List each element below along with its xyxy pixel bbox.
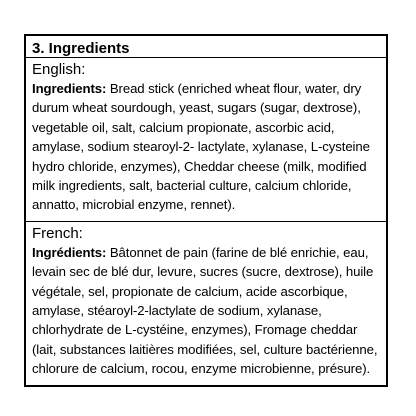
- ingredients-table: [24, 34, 388, 387]
- english-section: [26, 58, 386, 221]
- english-ingredients-text: Bread stick (enriched wheat flour, water, dry durum wheat sourdough, yeast, sugars (sugar, dextrose), vegetable oil, salt, calcium propionate, ascorbic acid, amylase, sodium stearoyl-2- lactylate, xylanase, L-cysteine hydro chloride, enzymes), Cheddar cheese (milk, modified milk ingredients, salt, bacterial culture, calcium chloride, annatto, microbial enzyme, rennet).: [32, 81, 370, 213]
- section-heading: 3. Ingredients: [26, 36, 386, 58]
- french-section: [26, 221, 386, 385]
- french-ingredients-lead: Ingrédients:: [32, 244, 107, 260]
- english-title: English:: [32, 61, 86, 78]
- french-ingredients-text: Bâtonnet de pain (farine de blé enrichie, eau, levain sec de blé dur, levure, sucres (sucre, dextrose), huile végétale, sel, propionate de calcium, acide ascorbique, amylase, stéaroyl-2-lactylate de sodium, xylanase, chlorhydrate de L-cystéine, enzymes), Fromage cheddar (lait, substances laitières modifiées, sel, culture bactérienne, chlorure de calcium, rocou, enzyme microbienne, présure).: [32, 244, 378, 377]
- english-ingredients: [32, 79, 380, 215]
- french-title: French:: [32, 224, 83, 242]
- french-ingredients: [32, 243, 380, 379]
- english-ingredients-lead: Ingredients:: [32, 81, 107, 96]
